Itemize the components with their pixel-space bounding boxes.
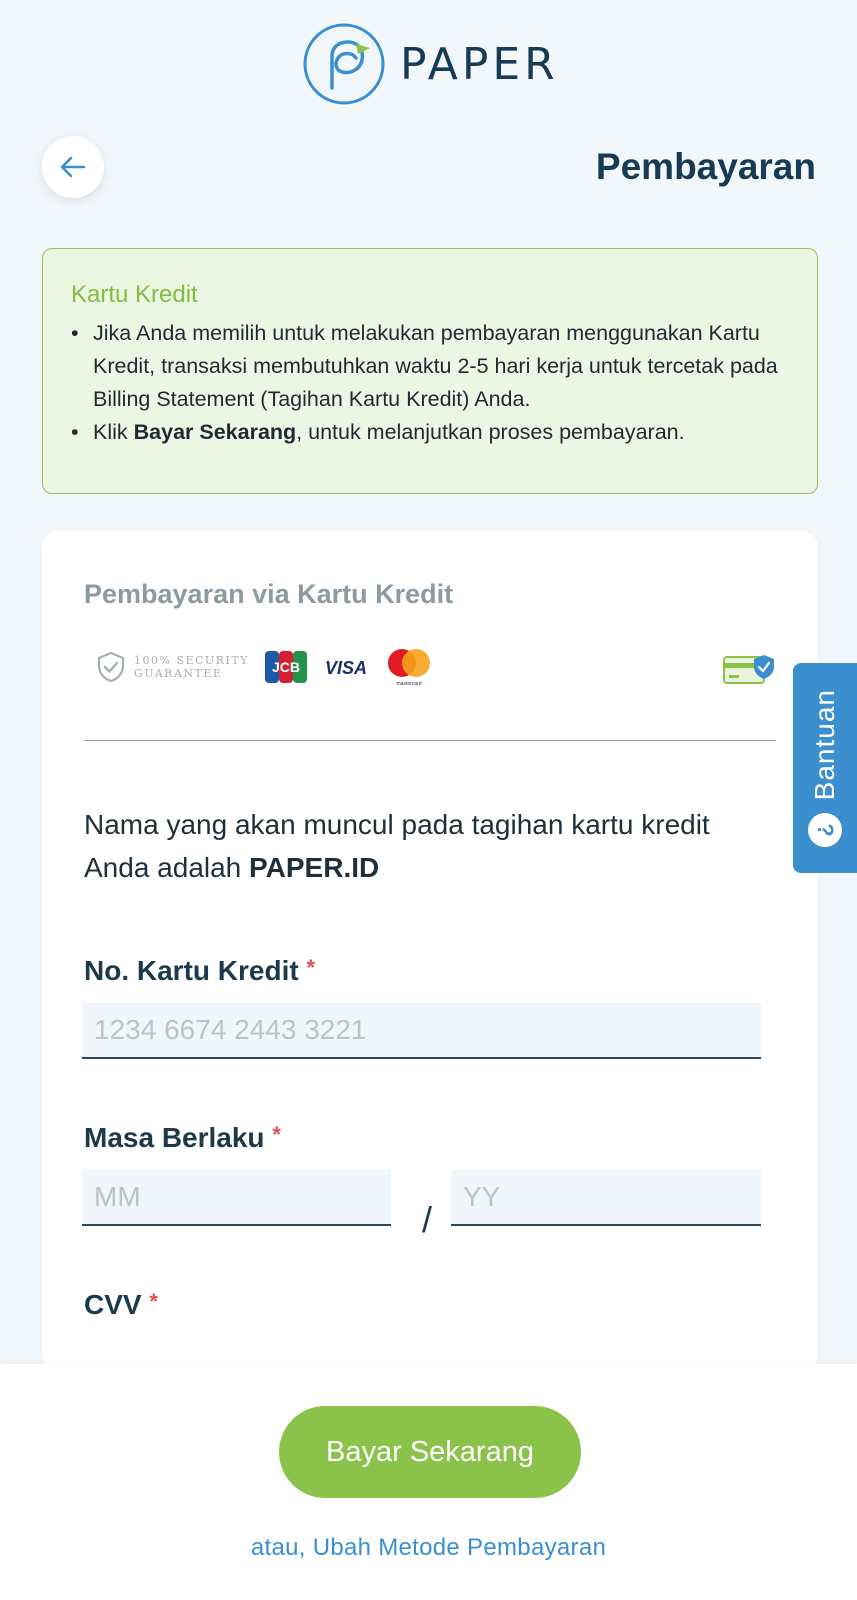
page-title: Pembayaran [595, 146, 816, 187]
security-line: GUARANTEE [134, 667, 223, 680]
required-marker: * [272, 1122, 281, 1147]
info-item-bold: Bayar Sekarang [133, 420, 297, 444]
jcb-logo [265, 651, 307, 683]
question-icon: ? [808, 813, 842, 847]
mastercard-logo [385, 647, 433, 687]
expiry-label [84, 1122, 281, 1154]
credit-card-info-box [42, 248, 818, 494]
required-marker: * [149, 1289, 158, 1314]
notice-text: Nama yang akan muncul pada tagihan kartu kredit Anda adalah [84, 809, 710, 883]
svg-text:VISA: VISA [324, 658, 367, 678]
expiry-separator: / [422, 1199, 433, 1240]
bottom-action-bar [0, 1364, 857, 1600]
secure-card-icon [722, 651, 776, 687]
form-heading: Pembayaran via Kartu Kredit [84, 579, 454, 609]
shield-check-icon [96, 651, 126, 683]
card-number-label [84, 955, 315, 987]
divider [84, 740, 776, 741]
expiry-month-input[interactable] [82, 1170, 391, 1226]
svg-text:mastercard: mastercard [396, 681, 422, 687]
paper-logo-icon [302, 22, 386, 106]
label-text: CVV [84, 1289, 142, 1320]
security-guarantee-badge [96, 651, 249, 683]
security-text [134, 654, 249, 680]
info-item-text: , untuk melanjutkan proses pembayaran. [296, 420, 685, 444]
required-marker: * [306, 955, 316, 980]
label-text: Masa Berlaku [84, 1122, 265, 1153]
info-item-text: Jika Anda memilih untuk melakukan pembayaran menggunakan Kartu Kredit, transaksi membutuhkan waktu 2-5 hari kerja untuk tercetak pada Billing Statement (Tagihan Kartu Kredit) Anda. [93, 321, 778, 411]
info-list [71, 317, 789, 449]
payment-form-card [42, 531, 818, 1371]
app-logo [302, 22, 559, 106]
pay-now-button[interactable]: Bayar Sekarang [279, 1406, 581, 1498]
logo-text: PAPER [400, 38, 559, 90]
expiry-year-input[interactable] [451, 1170, 761, 1226]
help-label: Bantuan [809, 689, 840, 801]
back-button[interactable] [42, 136, 104, 198]
svg-text:JCB: JCB [271, 659, 300, 675]
security-line: 100% SECURITY [134, 654, 249, 667]
label-text: No. Kartu Kredit [84, 955, 299, 986]
payment-badges [96, 647, 433, 687]
billing-name-notice [84, 803, 776, 889]
notice-bold: PAPER.ID [249, 852, 380, 883]
info-item [71, 317, 789, 416]
arrow-left-icon [58, 152, 88, 182]
visa-logo [323, 656, 369, 678]
info-item-text: Klik [93, 420, 134, 444]
info-title: Kartu Kredit [71, 281, 198, 308]
cvv-label [84, 1289, 158, 1321]
help-tab[interactable] [793, 663, 857, 873]
card-number-input[interactable] [82, 1003, 761, 1059]
change-payment-method-link[interactable]: atau, Ubah Metode Pembayaran [250, 1534, 607, 1561]
info-item [71, 416, 789, 449]
